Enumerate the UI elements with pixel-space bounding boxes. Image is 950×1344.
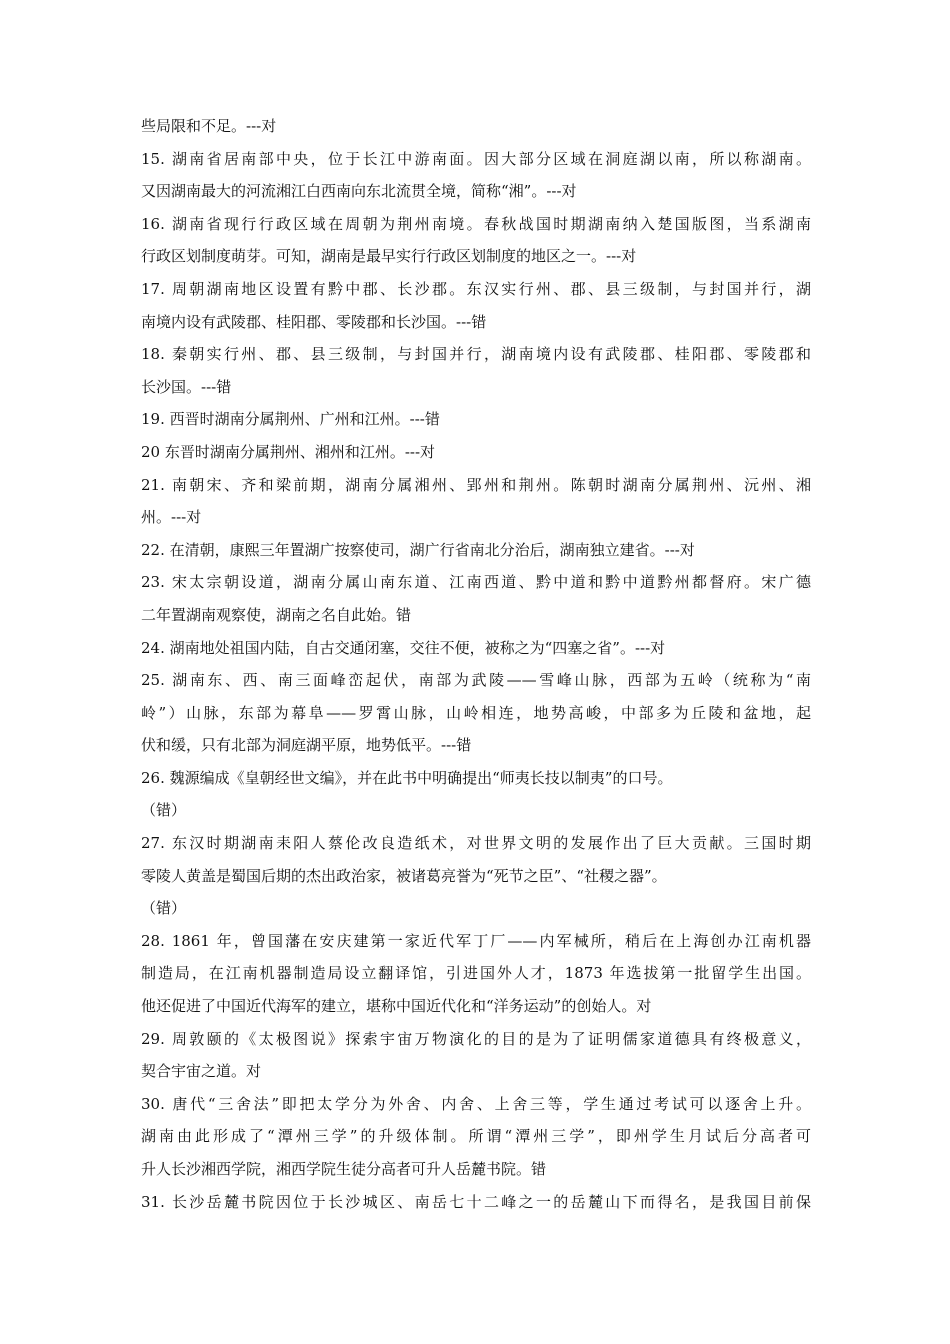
text-line: 零陵人黄盖是蜀国后期的杰出政治家，被诸葛亮誉为“死节之臣”、“社稷之器”。 <box>141 866 667 885</box>
text-line: 31. 长沙岳麓书院因位于长沙城区、南岳七十二峰之一的岳麓山下而得名，是我国目前保 <box>141 1192 811 1211</box>
text-line: 州。---对 <box>141 508 202 527</box>
text-line: 15. 湖南省居南部中央，位于长江中游南面。因大部分区域在洞庭湖以南，所以称湖南。 <box>141 149 811 168</box>
text-line: 他还促进了中国近代海军的建立，堪称中国近代化和“洋务运动”的创始人。对 <box>141 997 652 1016</box>
text-line: 制造局，在江南机器制造局设立翻译馆，引进国外人才，1873 年选拔第一批留学生出国。 <box>141 964 811 983</box>
text-line: 二年置湖南观察使，湖南之名自此始。错 <box>141 605 412 624</box>
text-line: 些局限和不足。---对 <box>141 117 277 135</box>
text-line: 伏和缓，只有北部为洞庭湖平原，地势低平。---错 <box>141 736 472 755</box>
text-line: 24. 湖南地处祖国内陆，自古交通闭塞，交往不便，被称之为“四塞之省”。---对 <box>141 638 666 657</box>
text-line: （错） <box>141 899 187 918</box>
text-line: 19. 西晋时湖南分属荆州、广州和江州。---错 <box>141 410 440 429</box>
text-line: 20 东晋时湖南分属荆州、湘州和江州。---对 <box>141 442 436 461</box>
text-line: 28. 1861 年，曾国藩在安庆建第一家近代军丁厂——内军械所，稍后在上海创办江南机器 <box>141 931 811 950</box>
text-line: 23. 宋太宗朝设道，湖南分属山南东道、江南西道、黔中道和黔中道黔州都督府。宋广德 <box>141 573 811 592</box>
text-line: 升人长沙湘西学院，湘西学院生徒分高者可升人岳麓书院。错 <box>141 1160 547 1178</box>
text-line: 又因湖南最大的河流湘江白西南向东北流贯全境，简称“湘”。---对 <box>141 182 577 201</box>
text-line: （错） <box>141 801 187 820</box>
text-line: 21. 南朝宋、齐和梁前期，湖南分属湘州、郢州和荆州。陈朝时湖南分属荆州、沅州、湘 <box>141 475 811 494</box>
text-line: 27. 东汉时期湖南耒阳人蔡伦改良造纸术，对世界文明的发展作出了巨大贡献。三国时期 <box>141 834 811 853</box>
text-line: 16. 湖南省现行行政区域在周朝为荆州南境。春秋战国时期湖南纳入楚国版图，当系湖南 <box>141 214 811 233</box>
text-line: 行政区划制度萌芽。可知，湖南是最早实行行政区划制度的地区之一。---对 <box>141 247 637 266</box>
text-line: 22. 在清朝，康熙三年置湖广按察使司，湖广行省南北分治后，湖南独立建省。---对 <box>141 540 695 559</box>
text-line: 29. 周敦颐的《太极图说》探索宇宙万物演化的目的是为了证明儒家道德具有终极意义， <box>141 1029 811 1048</box>
document-page <box>141 110 811 1218</box>
text-line: 长沙国。---错 <box>141 377 232 396</box>
text-line: 湖南由此形成了“潭州三学”的升级体制。所谓“潭州三学”，即州学生月试后分高者可 <box>141 1127 811 1146</box>
text-line: 契合宇宙之道。对 <box>141 1062 262 1081</box>
text-line: 18. 秦朝实行州、郡、县三级制，与封国并行，湖南境内设有武陵郡、桂阳郡、零陵郡和 <box>141 345 811 364</box>
text-line: 17. 周朝湖南地区设置有黔中郡、长沙郡。东汉实行州、郡、县三级制，与封国并行，湖 <box>141 279 811 298</box>
text-line: 南境内设有武陵郡、桂阳郡、零陵郡和长沙国。---错 <box>141 312 487 331</box>
text-line: 26. 魏源编成《皇朝经世文编》，并在此书中明确提出“师夷长技以制夷”的口号。 <box>141 768 673 787</box>
text-line: 25. 湖南东、西、南三面峰峦起伏，南部为武陵——雪峰山脉，西部为五岭（统称为“南 <box>141 671 811 690</box>
text-line: 30. 唐代“三舍法”即把太学分为外舍、内舍、上舍三等，学生通过考试可以逐舍上升。 <box>141 1094 811 1113</box>
text-line: 岭”）山脉，东部为幕阜——罗霄山脉，山岭相连，地势高峻，中部多为丘陵和盆地，起 <box>141 703 811 722</box>
